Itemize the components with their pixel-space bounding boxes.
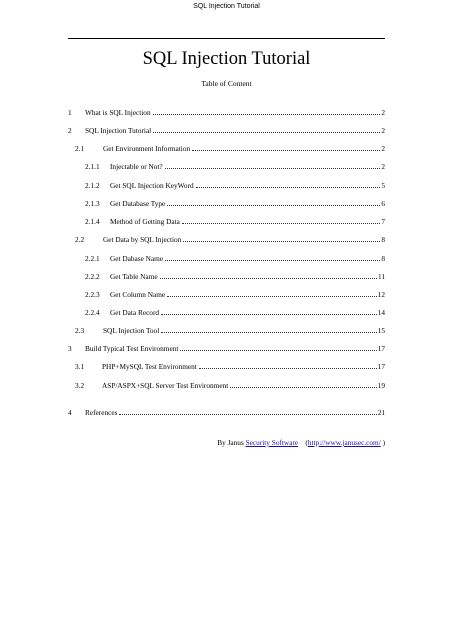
toc-entry-page: 12 xyxy=(377,290,385,299)
dot-leader xyxy=(167,289,377,297)
toc-entry-label: Build Typical Test Environment xyxy=(85,344,179,353)
dot-leader xyxy=(153,107,381,115)
dot-leader xyxy=(180,343,376,351)
open-paren: ( xyxy=(305,438,308,447)
toc-entry-number: 2.2 xyxy=(75,235,85,244)
dot-leader xyxy=(199,361,377,369)
toc-entry-page: 7 xyxy=(381,217,385,226)
toc-entry[interactable] xyxy=(0,289,453,300)
by-text: By Janus xyxy=(217,438,244,447)
dot-leader xyxy=(161,325,376,333)
toc-entry[interactable] xyxy=(0,361,453,372)
toc-entry-page: 11 xyxy=(377,272,385,281)
toc-entry-number: 2.2.3 xyxy=(85,290,100,299)
dot-leader xyxy=(165,253,380,261)
toc-entry-label: SQL Injection Tutorial xyxy=(85,126,152,135)
toc-entry-page: 2 xyxy=(381,108,385,117)
toc-entry-page: 5 xyxy=(381,181,385,190)
toc-entry[interactable] xyxy=(0,198,453,209)
toc-entry-label: ASP/ASPX+SQL Server Test Environment xyxy=(102,381,229,390)
running-header: SQL Injection Tutorial xyxy=(193,3,260,10)
dot-leader xyxy=(165,161,381,169)
toc-entry-number: 2.2.1 xyxy=(85,254,100,263)
toc-entry-label: Injectable or Not? xyxy=(110,162,163,171)
document-title: SQL Injection Tutorial xyxy=(142,49,311,69)
toc-entry-page: 6 xyxy=(381,199,385,208)
toc-entry-page: 8 xyxy=(381,254,385,263)
toc-entry-label: Get Table Name xyxy=(110,272,158,281)
dot-leader xyxy=(161,307,377,315)
toc-entry-page: 2 xyxy=(381,144,385,153)
toc-entry-number: 3.1 xyxy=(75,362,85,371)
toc-entry-label: Get Database Type xyxy=(110,199,166,208)
toc-entry-label: Get Column Name xyxy=(110,290,166,299)
toc-entry-page: 2 xyxy=(381,162,385,171)
toc-entry-page: 17 xyxy=(377,362,385,371)
url-link[interactable]: http://www.janusec.com/ xyxy=(307,438,381,447)
dot-leader xyxy=(160,271,377,279)
toc-entry-page: 17 xyxy=(377,344,385,353)
toc-entry[interactable] xyxy=(0,271,453,282)
toc-entry-number: 2.2.4 xyxy=(85,308,100,317)
toc-entry[interactable] xyxy=(0,307,453,318)
toc-entry-number: 1 xyxy=(68,108,72,117)
toc-heading: Table of Content xyxy=(201,79,252,88)
toc-entry-label: Get Data by SQL Injection xyxy=(103,235,182,244)
toc-entry-label: Method of Getting Data xyxy=(110,217,180,226)
toc-entry-label: Get SQL Injection KeyWord xyxy=(110,181,194,190)
toc-entry-number: 2.1.1 xyxy=(85,162,100,171)
toc-entry-number: 2.1.3 xyxy=(85,199,100,208)
toc-entry-label: SQL Injection Tool xyxy=(103,326,160,335)
toc-entry[interactable] xyxy=(0,125,453,136)
toc-entry-page: 21 xyxy=(377,408,385,417)
company-link[interactable]: Security Software xyxy=(245,438,299,447)
toc-entry[interactable] xyxy=(0,180,453,191)
dot-leader xyxy=(167,198,380,206)
toc-entry[interactable] xyxy=(0,107,453,118)
toc-entry-page: 8 xyxy=(381,235,385,244)
toc-entry-label: References xyxy=(85,408,118,417)
toc-entry[interactable] xyxy=(0,216,453,227)
toc-entry[interactable] xyxy=(0,380,453,391)
toc-entry[interactable] xyxy=(0,253,453,264)
toc-entry-label: Get Dabase Name xyxy=(110,254,164,263)
toc-entry-label: Get Data Record xyxy=(110,308,160,317)
dot-leader xyxy=(196,180,381,188)
toc-entry[interactable] xyxy=(0,234,453,245)
toc-entry[interactable] xyxy=(0,325,453,336)
toc-entry[interactable] xyxy=(0,407,453,418)
dot-leader xyxy=(192,143,380,151)
toc-entry-label: Get Environment Information xyxy=(103,144,191,153)
toc-entry-number: 2.1.4 xyxy=(85,217,100,226)
toc-entry-page: 19 xyxy=(377,381,385,390)
toc-entry-number: 2.2.2 xyxy=(85,272,100,281)
toc-entry-number: 2.1.2 xyxy=(85,181,100,190)
toc-entry-page: 14 xyxy=(377,308,385,317)
toc-entry-label: PHP+MySQL Test Environment xyxy=(102,362,197,371)
close-paren: ) xyxy=(382,438,385,447)
toc-entry-number: 2.1 xyxy=(75,144,85,153)
toc-entry-page: 15 xyxy=(377,326,385,335)
dot-leader xyxy=(119,407,376,415)
dot-leader xyxy=(230,380,376,388)
header-rule xyxy=(68,38,385,39)
dot-leader xyxy=(182,216,380,224)
toc-entry[interactable] xyxy=(0,343,453,354)
toc-entry-number: 2.3 xyxy=(75,326,85,335)
toc-entry-number: 4 xyxy=(68,408,72,417)
toc-entry-number: 2 xyxy=(68,126,72,135)
toc-entry-page: 2 xyxy=(381,126,385,135)
toc-entry-number: 3 xyxy=(68,344,72,353)
toc-entry[interactable] xyxy=(0,143,453,154)
footer-attribution xyxy=(217,438,385,447)
toc-entry-label: What is SQL Injection xyxy=(85,108,151,117)
dot-leader xyxy=(183,234,380,242)
dot-leader xyxy=(153,125,380,133)
toc-entry-number: 3.2 xyxy=(75,381,85,390)
toc-entry[interactable] xyxy=(0,161,453,172)
